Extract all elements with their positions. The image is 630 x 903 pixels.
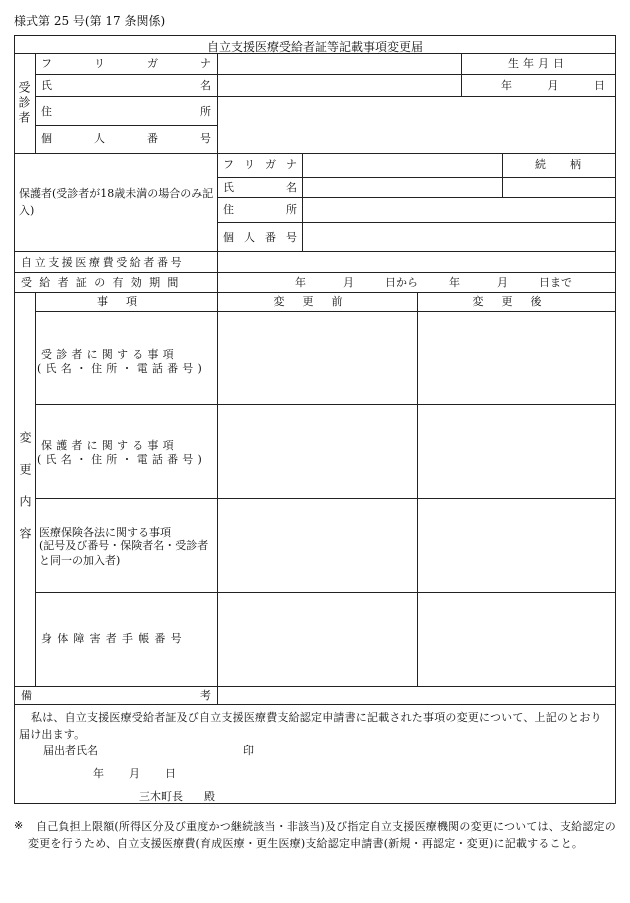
validity-from-month: 月: [343, 276, 354, 289]
change-notification-form: [14, 35, 616, 804]
patient-name-label: 氏 名: [41, 79, 211, 92]
validity-label: 受給者証の有効期間: [21, 276, 186, 289]
addressee: [139, 791, 215, 802]
change-after-field[interactable]: [418, 593, 615, 686]
guardian-section-label: 保護者(受診者が18歳未満の場合のみ記入): [19, 187, 214, 217]
patient-address-field[interactable]: [218, 97, 615, 153]
change-after-field[interactable]: [418, 499, 615, 592]
col-item-header: 事項: [97, 295, 155, 308]
birthdate-field[interactable]: [501, 80, 605, 91]
patient-personal-number-label: 個 人 番 号: [41, 132, 211, 145]
change-item-detail: (氏名・住所・電話番号): [37, 453, 206, 466]
change-item-detail: (記号及び番号・保険者名・受診者と同一の加入者): [39, 539, 209, 567]
applicant-name-field[interactable]: [115, 741, 233, 757]
change-item-title: 医療保険各法に関する事項: [39, 526, 171, 539]
guardian-furigana-label: フ リ ガ ナ: [223, 158, 297, 171]
patient-furigana-field[interactable]: [218, 54, 461, 74]
date-month: 月: [129, 767, 140, 780]
remarks-field[interactable]: [218, 687, 615, 704]
validity-to-year: 年: [449, 276, 460, 289]
guardian-name-field[interactable]: [303, 178, 502, 196]
guardian-personal-number-field[interactable]: [303, 223, 615, 250]
remarks-label: 備 考: [21, 689, 211, 702]
validity-to-month: 月: [497, 276, 508, 289]
relationship-field[interactable]: [503, 178, 615, 196]
change-item-title: 保護者に関する事項: [41, 439, 178, 452]
date-year: 年: [93, 767, 104, 780]
note-mark: ※: [14, 819, 24, 832]
form-number: 様式第 25 号(第 17 条関係): [14, 14, 166, 28]
applicant-name-label: 届出者氏名: [43, 744, 98, 757]
addressee-name: 三木町長: [139, 790, 183, 803]
declaration-text: 私は、自立支援医療受給者証及び自立支援医療費支給認定申請書に記載された事項の変更について、上記のとおり届け出ます。: [19, 711, 602, 742]
guardian-address-field[interactable]: [303, 198, 615, 221]
change-before-field[interactable]: [218, 499, 417, 592]
patient-section-label: 受診者: [17, 81, 31, 126]
change-item-title: 身体障害者手帳番号: [41, 632, 187, 645]
change-item-detail: (氏名・住所・電話番号): [37, 362, 206, 375]
changes-section-label: 変更内容: [18, 431, 32, 559]
validity-period-field[interactable]: [295, 277, 572, 288]
validity-from-day: 日から: [385, 276, 418, 289]
patient-furigana-label: フ リ ガ ナ: [41, 57, 211, 70]
validity-from-year: 年: [295, 276, 306, 289]
date-day: 日: [165, 767, 176, 780]
guardian-name-label: 氏 名: [223, 181, 297, 194]
birthdate-label: 生年月日: [508, 57, 568, 70]
guardian-personal-number-label: 個 人 番 号: [223, 231, 297, 244]
guardian-address-label: 住 所: [223, 203, 297, 216]
col-after-header: 変更後: [472, 295, 560, 308]
patient-address-label: 住 所: [41, 105, 211, 118]
recipient-number-field[interactable]: [218, 252, 615, 271]
validity-to-day: 日まで: [539, 276, 572, 289]
change-after-field[interactable]: [418, 405, 615, 498]
birth-day: 日: [594, 79, 605, 92]
seal-mark: 印: [243, 744, 254, 757]
submission-date-field[interactable]: [93, 768, 176, 779]
guardian-furigana-field[interactable]: [303, 154, 502, 176]
birth-month: 月: [547, 79, 559, 92]
change-after-field[interactable]: [418, 312, 615, 404]
change-before-field[interactable]: [218, 405, 417, 498]
form-title: 自立支援医療受給者証等記載事項変更届: [206, 40, 423, 54]
col-before-header: 変更前: [273, 295, 361, 308]
change-before-field[interactable]: [218, 593, 417, 686]
recipient-number-label: 自立支援医療費受給者番号: [21, 256, 185, 269]
change-before-field[interactable]: [218, 312, 417, 404]
birth-year: 年: [501, 79, 512, 92]
footnote-text: 自己負担上限額(所得区分及び重度かつ継続該当・非該当)及び指定自立支援医療機関の変更については、支給認定の変更を行うため、自立支援医療費(育成医療・更生医療)支給認定申請書(新規・再認定・変更)に記載すること。: [28, 820, 616, 851]
change-item-title: 受診者に関する事項: [41, 348, 178, 361]
honorific: 殿: [204, 790, 215, 803]
relationship-label: 続 柄: [535, 158, 581, 171]
